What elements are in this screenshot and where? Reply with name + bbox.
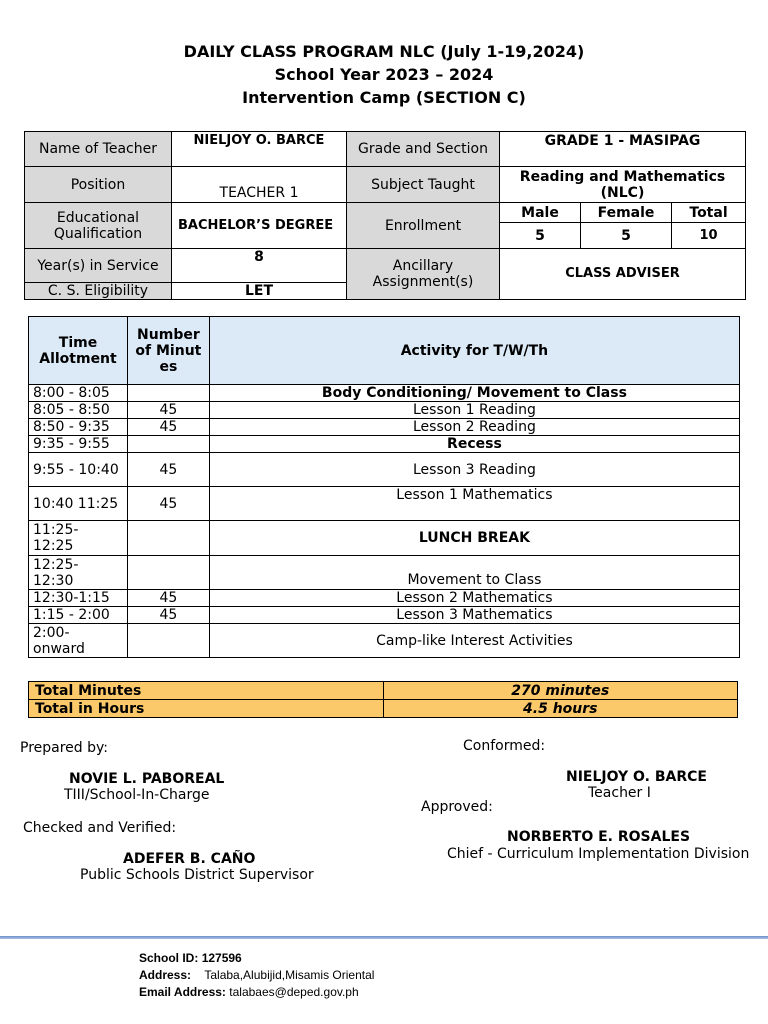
subject-label: Subject Taught [347, 167, 500, 203]
time-cell: 8:05 - 8:50 [29, 402, 128, 419]
title-line-1: DAILY CLASS PROGRAM NLC (July 1-19,2024) [183, 42, 585, 61]
time-cell: 12:30-1:15 [29, 590, 128, 607]
education-label: Educational Qualification [25, 203, 172, 249]
minutes-cell: 45 [127, 487, 209, 521]
female-header: Female [581, 203, 672, 223]
position-label: Position [25, 167, 172, 203]
male-count: 5 [500, 223, 581, 249]
minutes-cell: 45 [127, 402, 209, 419]
activity-cell: Body Conditioning/ Movement to Class [209, 385, 739, 402]
total-minutes-label: Total Minutes [29, 682, 384, 700]
minutes-cell: 45 [127, 419, 209, 436]
activity-cell: Recess [209, 436, 739, 453]
time-cell: 9:35 - 9:55 [29, 436, 128, 453]
total-minutes-value: 270 minutes [383, 682, 738, 700]
conformed-label: Conformed: [463, 738, 546, 754]
checked-title: Public Schools District Supervisor [80, 867, 314, 883]
time-cell: 9:55 - 10:40 [29, 453, 128, 487]
col-minutes-header: Number of Minutes [127, 317, 209, 385]
years-label: Year(s) in Service [25, 249, 172, 283]
education-value: BACHELOR’S DEGREE [172, 203, 347, 249]
conformed-title: Teacher I [588, 785, 651, 801]
male-header: Male [500, 203, 581, 223]
address-label: Address: [139, 968, 192, 982]
table-row [29, 385, 740, 402]
time-cell: 8:50 - 9:35 [29, 419, 128, 436]
email-label: Email Address: [139, 985, 226, 999]
grade-value: GRADE 1 - MASIPAG [500, 132, 746, 167]
minutes-cell: 45 [127, 607, 209, 624]
time-cell: 2:00- onward [29, 624, 128, 658]
table-row [29, 590, 740, 607]
school-id-label: School ID: [139, 951, 199, 965]
checked-label: Checked and Verified: [23, 820, 177, 836]
prepared-name: NOVIE L. PABOREAL [69, 771, 225, 787]
footer [139, 950, 374, 1001]
prepared-title: TIII/School-In-Charge [64, 787, 210, 803]
col-activity-header: Activity for T/W/Th [209, 317, 739, 385]
ancillary-value: CLASS ADVISER [500, 249, 746, 300]
years-value: 8 [172, 249, 347, 283]
table-row [29, 402, 740, 419]
eligibility-label: C. S. Eligibility [25, 283, 172, 300]
approved-label: Approved: [421, 799, 493, 815]
teacher-label: Name of Teacher [25, 132, 172, 167]
title-line-2: School Year 2023 – 2024 [274, 65, 494, 84]
activity-cell: Camp-like Interest Activities [209, 624, 739, 658]
activity-cell: Lesson 1 Reading [209, 402, 739, 419]
total-count: 10 [672, 223, 746, 249]
table-row [29, 556, 740, 590]
grade-label: Grade and Section [347, 132, 500, 167]
email-value: talabaes@deped.gov.ph [229, 985, 359, 999]
table-row [29, 607, 740, 624]
address-line [139, 967, 374, 984]
schedule-table [28, 316, 740, 658]
time-cell: 10:40 11:25 [29, 487, 128, 521]
total-hours-value: 4.5 hours [383, 700, 738, 718]
title-line-3: Intervention Camp (SECTION C) [242, 88, 526, 107]
minutes-cell [127, 521, 209, 556]
teacher-info-table [24, 131, 746, 300]
school-id-value: 127596 [201, 951, 242, 965]
time-cell: 12:25- 12:30 [29, 556, 128, 590]
enrollment-label: Enrollment [347, 203, 500, 249]
approved-title: Chief - Curriculum Implementation Division [447, 846, 750, 862]
totals-table [28, 681, 738, 718]
conformed-name: NIELJOY O. BARCE [566, 769, 707, 785]
total-header: Total [672, 203, 746, 223]
table-row [29, 436, 740, 453]
footer-divider [0, 936, 768, 939]
activity-cell: Lesson 2 Mathematics [209, 590, 739, 607]
subject-value: Reading and Mathematics (NLC) [500, 167, 746, 203]
checked-name: ADEFER B. CAÑO [123, 851, 256, 867]
activity-cell: Lesson 3 Reading [209, 453, 739, 487]
time-cell: 8:00 - 8:05 [29, 385, 128, 402]
time-cell: 1:15 - 2:00 [29, 607, 128, 624]
address-value: Talaba,Alubijid,Misamis Oriental [204, 968, 375, 982]
minutes-cell [127, 385, 209, 402]
table-row [29, 521, 740, 556]
activity-cell: LUNCH BREAK [209, 521, 739, 556]
table-row [29, 487, 740, 521]
school-id-line [139, 950, 374, 967]
minutes-cell: 45 [127, 590, 209, 607]
table-row [29, 624, 740, 658]
table-row [29, 453, 740, 487]
prepared-label: Prepared by: [20, 740, 108, 756]
minutes-cell: 45 [127, 453, 209, 487]
activity-cell: Lesson 1 Mathematics [209, 487, 739, 521]
ancillary-label: Ancillary Assignment(s) [347, 249, 500, 300]
total-hours-label: Total in Hours [29, 700, 384, 718]
minutes-cell [127, 624, 209, 658]
activity-cell: Lesson 2 Reading [209, 419, 739, 436]
table-row [29, 419, 740, 436]
col-time-header: Time Allotment [29, 317, 128, 385]
minutes-cell [127, 436, 209, 453]
approved-name: NORBERTO E. ROSALES [507, 829, 691, 845]
eligibility-value: LET [172, 283, 347, 300]
position-value: TEACHER 1 [172, 167, 347, 203]
time-cell: 11:25- 12:25 [29, 521, 128, 556]
activity-cell: Lesson 3 Mathematics [209, 607, 739, 624]
teacher-value: NIELJOY O. BARCE [172, 132, 347, 167]
email-line [139, 984, 374, 1001]
minutes-cell [127, 556, 209, 590]
activity-cell: Movement to Class [209, 556, 739, 590]
female-count: 5 [581, 223, 672, 249]
